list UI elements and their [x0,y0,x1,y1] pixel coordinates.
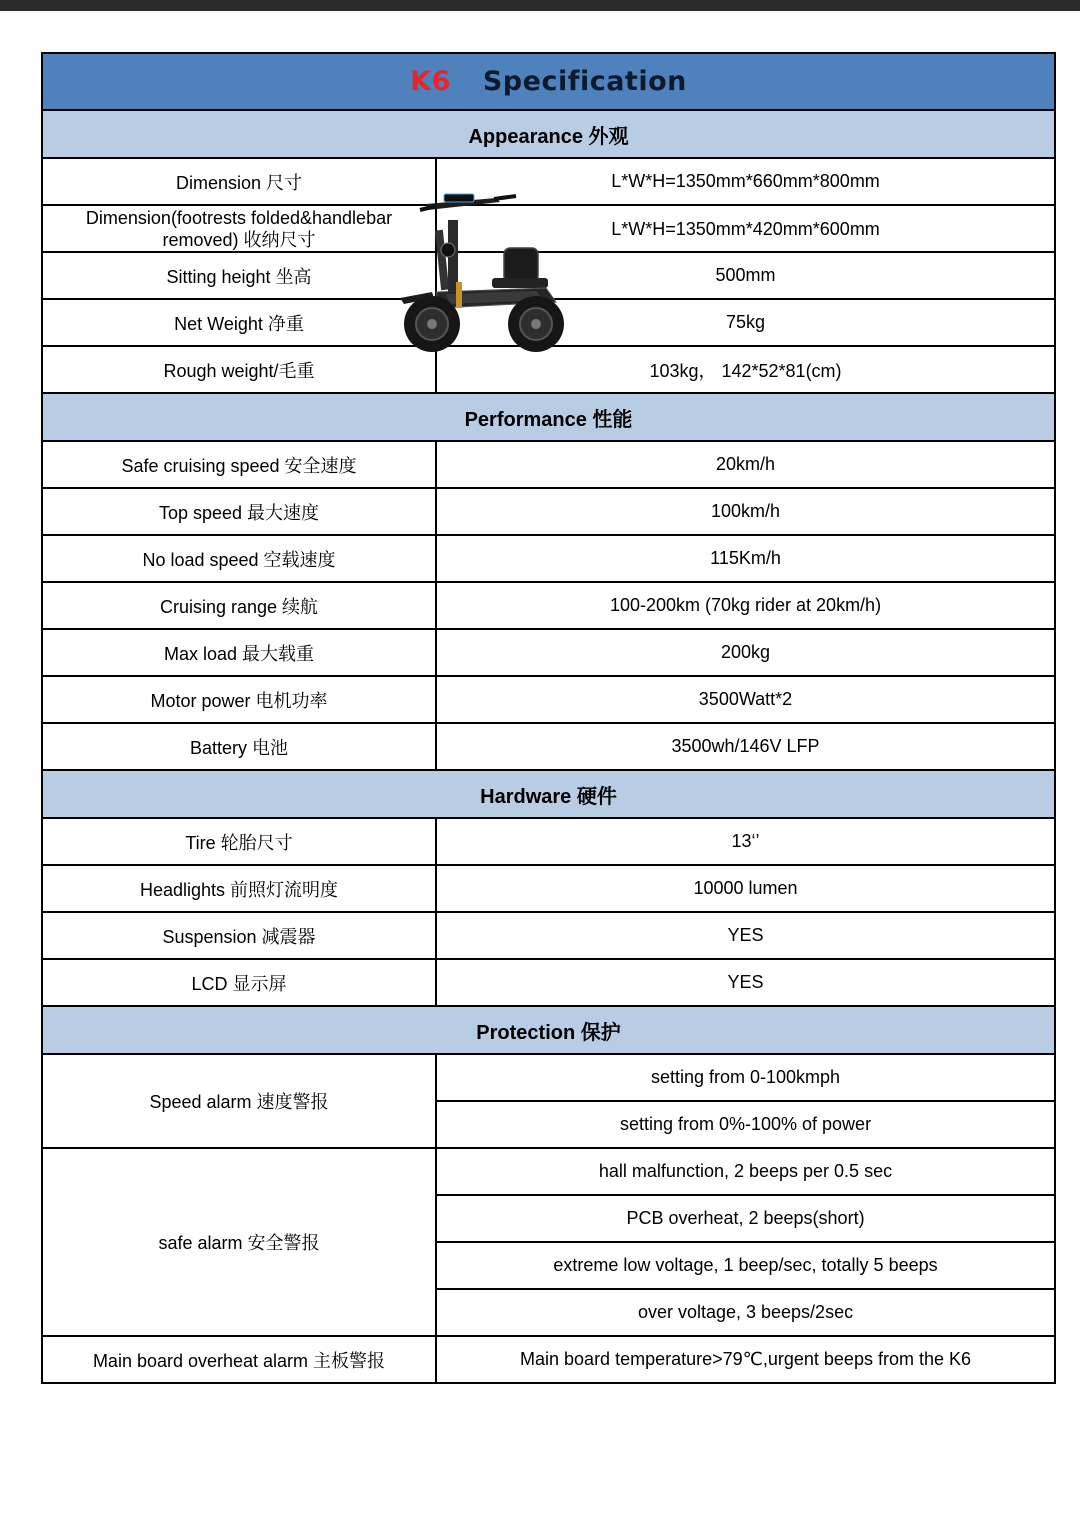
spec-label: Main board overheat alarm 主板警报 [42,1336,436,1383]
spec-label: Tire 轮胎尺寸 [42,818,436,865]
spec-value: 103kg， 142*52*81(cm) [436,346,1055,393]
title-cell [42,53,1055,110]
spec-label: Headlights 前照灯流明度 [42,865,436,912]
section-heading: Hardware 硬件 [42,770,1055,818]
spec-value: 20km/h [436,441,1055,488]
spec-value: YES [436,959,1055,1006]
table-row [42,912,1055,959]
spec-value: 200kg [436,629,1055,676]
spec-label: Sitting height 坐高 [42,252,436,299]
section-appearance [42,110,1055,158]
spec-value: Main board temperature>79℃,urgent beeps from the K6 [436,1336,1055,1383]
spec-label: Dimension 尺寸 [42,158,436,205]
spec-label: Battery 电池 [42,723,436,770]
spec-label: Max load 最大载重 [42,629,436,676]
section-heading: Performance 性能 [42,393,1055,441]
table-row [42,1054,1055,1101]
spec-value: 3500Watt*2 [436,676,1055,723]
table-row [42,629,1055,676]
spec-label: Safe cruising speed 安全速度 [42,441,436,488]
spec-value: L*W*H=1350mm*420mm*600mm [436,205,1055,252]
spec-value: setting from 0%-100% of power [436,1101,1055,1148]
spec-value: L*W*H=1350mm*660mm*800mm [436,158,1055,205]
section-performance [42,393,1055,441]
spec-label: No load speed 空载速度 [42,535,436,582]
spec-value: 3500wh/146V LFP [436,723,1055,770]
table-row [42,299,1055,346]
spec-value: 100-200km (70kg rider at 20km/h) [436,582,1055,629]
table-row [42,1336,1055,1383]
title-word: Specification [482,66,687,97]
table-row [42,158,1055,205]
spec-value: 13‘’ [436,818,1055,865]
spec-table [41,52,1056,1384]
spec-label: Rough weight/毛重 [42,346,436,393]
title-model: K6 [410,66,451,97]
table-row [42,535,1055,582]
spec-value: setting from 0-100kmph [436,1054,1055,1101]
table-row [42,252,1055,299]
table-row [42,676,1055,723]
table-row [42,582,1055,629]
spec-label: Speed alarm 速度警报 [42,1054,436,1148]
spec-value: 115Km/h [436,535,1055,582]
title-row [42,53,1055,110]
top-bar [0,0,1080,11]
section-protection [42,1006,1055,1054]
table-row [42,488,1055,535]
table-row [42,441,1055,488]
spec-value: 75kg [436,299,1055,346]
table-row [42,818,1055,865]
spec-label: Motor power 电机功率 [42,676,436,723]
spec-label: Dimension(footrests folded&handlebar removed) 收纳尺寸 [42,205,436,252]
spec-value: 100km/h [436,488,1055,535]
spec-value: 10000 lumen [436,865,1055,912]
table-row [42,1148,1055,1195]
spec-value: PCB overheat, 2 beeps(short) [436,1195,1055,1242]
spec-label: Top speed 最大速度 [42,488,436,535]
table-row [42,346,1055,393]
spec-label: Suspension 减震器 [42,912,436,959]
spec-label: Net Weight 净重 [42,299,436,346]
spec-label: Cruising range 续航 [42,582,436,629]
table-row [42,205,1055,252]
spec-label: LCD 显示屏 [42,959,436,1006]
spec-label: safe alarm 安全警报 [42,1148,436,1336]
table-row [42,723,1055,770]
section-heading: Protection 保护 [42,1006,1055,1054]
spec-value: YES [436,912,1055,959]
spec-value: extreme low voltage, 1 beep/sec, totally 5 beeps [436,1242,1055,1289]
section-hardware [42,770,1055,818]
spec-value: over voltage, 3 beeps/2sec [436,1289,1055,1336]
table-row [42,865,1055,912]
spec-value: hall malfunction, 2 beeps per 0.5 sec [436,1148,1055,1195]
section-heading: Appearance 外观 [42,110,1055,158]
table-row [42,959,1055,1006]
spec-value: 500mm [436,252,1055,299]
